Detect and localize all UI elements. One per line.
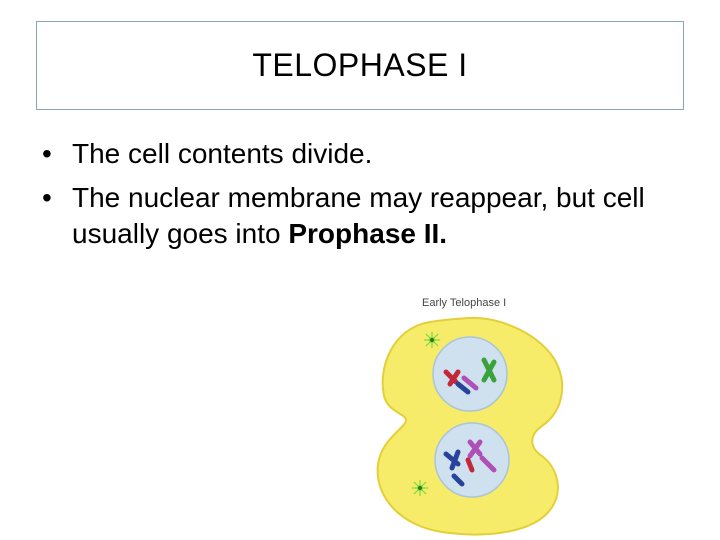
figure-caption: Early Telophase I (422, 297, 507, 309)
slide-title: TELOPHASE I (252, 47, 468, 83)
bullet-text: The cell contents divide. (72, 138, 373, 169)
bullet-list (40, 136, 700, 260)
centrosome-bottom-icon (412, 480, 428, 496)
bullet-dot-icon: • (42, 182, 52, 213)
telophase-illustration (372, 288, 572, 540)
bullet-dot-icon: • (42, 138, 52, 169)
bullet-text: The nuclear membrane may reappear, but cell usually goes into (72, 182, 645, 249)
bullet-bold-text: Prophase II. (288, 218, 448, 249)
bullet-item (40, 136, 700, 172)
title-box (36, 21, 684, 110)
centrosome-top-icon (424, 332, 440, 348)
bullet-item (40, 180, 700, 252)
nucleus-bottom (435, 423, 509, 497)
nucleus-top (433, 337, 507, 411)
